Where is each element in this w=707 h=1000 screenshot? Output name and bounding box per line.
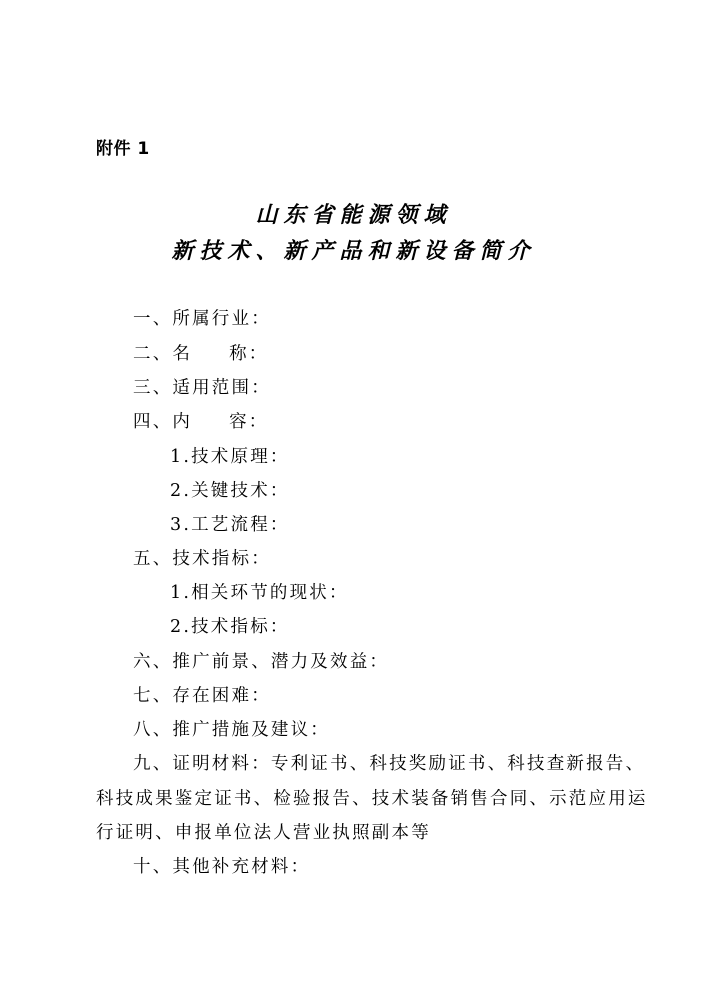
- attachment-label: 附件 1: [96, 139, 150, 159]
- item-scope: 三、适用范围：: [133, 378, 271, 398]
- item-measures: 八、推广措施及建议：: [133, 720, 330, 740]
- item-difficulties: 七、存在困难：: [133, 686, 271, 706]
- item-materials-line-1: 九、证明材料：专利证书、科技奖励证书、科技查新报告、: [133, 754, 646, 774]
- item-materials-line-3: 行证明、申报单位法人营业执照副本等: [96, 823, 431, 843]
- item-name: [133, 340, 269, 365]
- item-content-suffix: 容：: [229, 412, 269, 432]
- item-indicators: 五、技术指标：: [133, 549, 271, 569]
- document-title-line-2: 新技术、新产品和新设备简介: [171, 238, 536, 264]
- item-prospects: 六、推广前景、潜力及效益：: [133, 652, 390, 672]
- item-industry: 一、所属行业：: [133, 309, 271, 329]
- subitem-key-tech: 2.关键技术：: [170, 481, 290, 501]
- subitem-principle: 1.技术原理：: [170, 447, 290, 467]
- item-other: 十、其他补充材料：: [133, 857, 311, 877]
- item-materials-line-2: 科技成果鉴定证书、检验报告、技术装备销售合同、示范应用运: [96, 789, 648, 809]
- subitem-tech-indicators: 2.技术指标：: [170, 617, 290, 637]
- item-content-prefix: 四、内: [133, 412, 193, 432]
- subitem-status: 1.相关环节的现状：: [170, 583, 349, 603]
- document-title-line-1: 山东省能源领域: [255, 202, 452, 228]
- item-name-prefix: 二、名: [133, 344, 193, 364]
- item-name-suffix: 称：: [229, 344, 269, 364]
- subitem-process: 3.工艺流程：: [170, 515, 290, 535]
- item-content: [133, 408, 269, 433]
